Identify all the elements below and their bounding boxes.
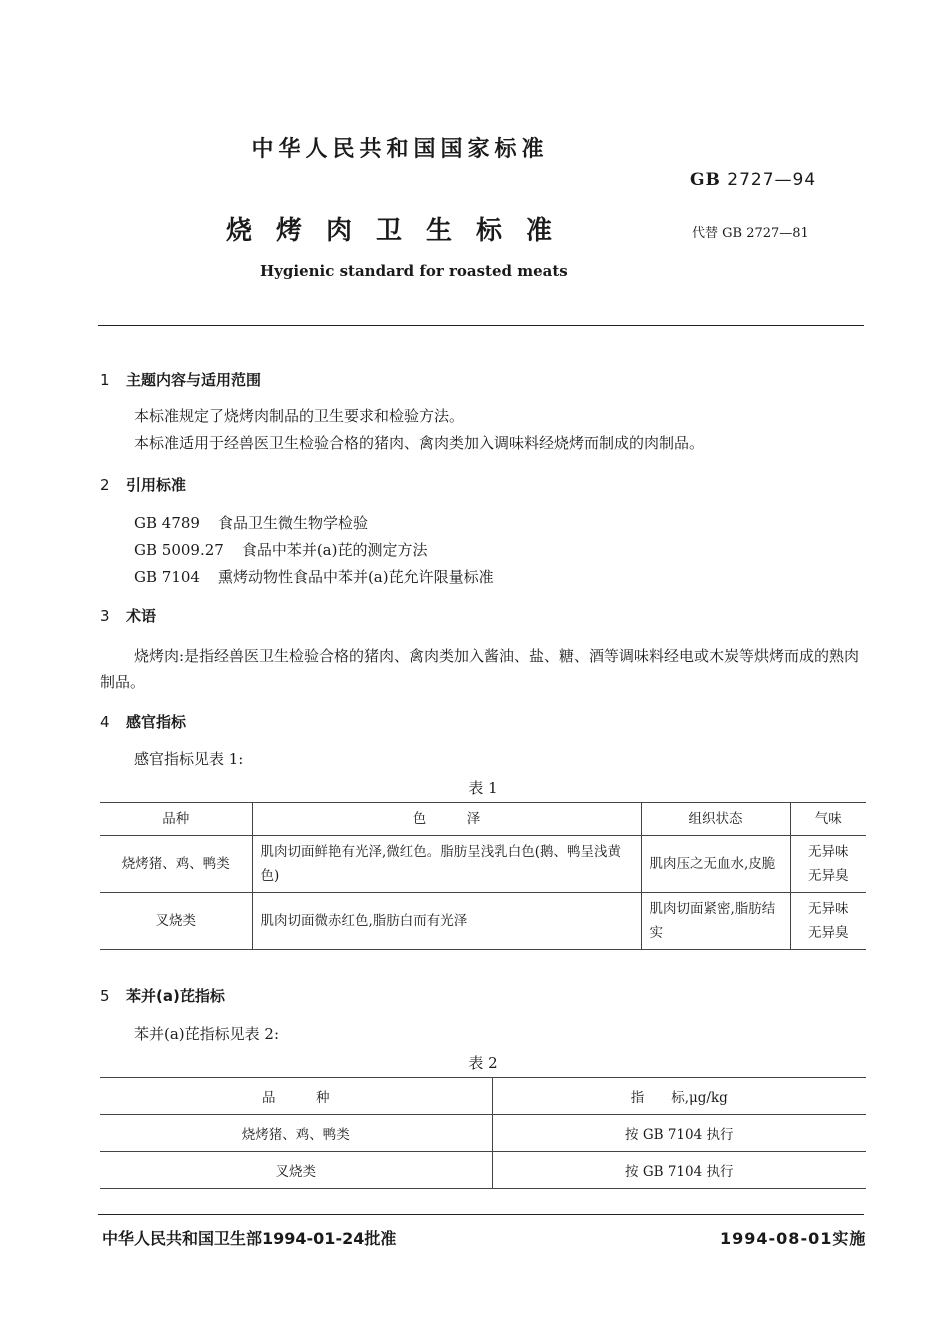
reference-name: 熏烤动物性食品中苯并(a)芘允许限量标准: [217, 568, 494, 586]
section-5-intro: 苯并(a)芘指标见表 2:: [134, 1025, 280, 1043]
table-row: [100, 1152, 866, 1189]
table-header-cell: 品种: [100, 803, 252, 836]
section-number: 1: [100, 371, 110, 389]
table-row: [100, 1115, 866, 1152]
section-4-heading: [100, 711, 186, 732]
footer-rule: [98, 1214, 864, 1215]
reference-code: GB 5009.27: [134, 541, 224, 559]
table-header-cell: 组织状态: [641, 803, 790, 836]
section-title: 术语: [126, 607, 157, 625]
effective-date: 1994-08-01实施: [720, 1229, 867, 1248]
reference-name: 食品卫生微生物学检验: [217, 514, 368, 532]
reference-code: GB 4789: [134, 514, 200, 532]
english-title: Hygienic standard for roasted meats: [260, 262, 568, 280]
section-number: 3: [100, 607, 110, 625]
section-1-para-1: 本标准规定了烧烤肉制品的卫生要求和检验方法。: [134, 407, 465, 425]
section-number: 4: [100, 713, 110, 731]
table-cell: 肌肉切面鲜艳有光泽,微红色。脂肪呈浅乳白色(鹅、鸭呈浅黄色): [252, 836, 641, 893]
section-number: 5: [100, 987, 110, 1005]
section-title: 主题内容与适用范围: [126, 371, 262, 389]
header-rule: [98, 325, 864, 326]
table-header-cell: 品 种: [100, 1078, 492, 1115]
reference-name: 食品中苯并(a)芘的测定方法: [241, 541, 428, 559]
national-standard-heading: 中华人民共和国国家标准: [251, 137, 549, 162]
table-header-row: [100, 1078, 866, 1115]
section-5-heading: [100, 985, 225, 1006]
benzopyrene-table: [100, 1077, 866, 1189]
table-2-caption: 表 2: [468, 1054, 498, 1072]
table-cell: 叉烧类: [100, 893, 252, 950]
section-title: 感官指标: [126, 713, 187, 731]
table-cell: 叉烧类: [100, 1152, 492, 1189]
reference-item: [134, 539, 427, 560]
section-2-heading: [100, 474, 186, 495]
section-title: 苯并(a)芘指标: [126, 987, 225, 1005]
table-header-cell: 色 泽: [252, 803, 641, 836]
table-row: [100, 893, 866, 950]
table-cell: 肌肉切面紧密,脂肪结实: [641, 893, 790, 950]
reference-item: [134, 512, 368, 533]
table-cell: 肌肉压之无血水,皮脆: [641, 836, 790, 893]
table-1-caption: 表 1: [468, 779, 498, 797]
table-header-cell: 气味: [790, 803, 866, 836]
code-prefix: GB: [690, 170, 721, 190]
table-cell: 按 GB 7104 执行: [492, 1152, 866, 1189]
code-number: 2727—94: [727, 170, 817, 190]
table-header-row: [100, 803, 866, 836]
standard-code: [690, 170, 816, 190]
table-header-cell: 指 标,μg/kg: [492, 1078, 866, 1115]
table-cell: 无异味 无异臭: [790, 836, 866, 893]
table-cell: 烧烤猪、鸡、鸭类: [100, 836, 252, 893]
section-1-heading: [100, 369, 261, 390]
page-title: 烧烤肉卫生标准: [226, 216, 577, 246]
reference-item: [134, 566, 494, 587]
sensory-table: [100, 802, 866, 950]
section-3-para: 烧烤肉:是指经兽医卫生检验合格的猪肉、禽肉类加入酱油、盐、糖、酒等调味料经电或木炭等烘烤而成的熟肉制品。: [100, 647, 860, 691]
reference-code: GB 7104: [134, 568, 200, 586]
section-3-heading: [100, 605, 156, 626]
approval-note: 中华人民共和国卫生部1994-01-24批准: [102, 1229, 397, 1248]
section-4-intro: 感官指标见表 1:: [134, 750, 244, 768]
table-cell: 烧烤猪、鸡、鸭类: [100, 1115, 492, 1152]
table-cell: 无异味 无异臭: [790, 893, 866, 950]
replaces-note: 代替 GB 2727—81: [692, 226, 809, 241]
table-cell: 肌肉切面微赤红色,脂肪白而有光泽: [252, 893, 641, 950]
section-number: 2: [100, 476, 110, 494]
table-cell: 按 GB 7104 执行: [492, 1115, 866, 1152]
table-row: [100, 836, 866, 893]
section-1-para-2: 本标准适用于经兽医卫生检验合格的猪肉、禽肉类加入调味料经烧烤而制成的肉制品。: [134, 434, 705, 452]
section-title: 引用标准: [126, 476, 187, 494]
